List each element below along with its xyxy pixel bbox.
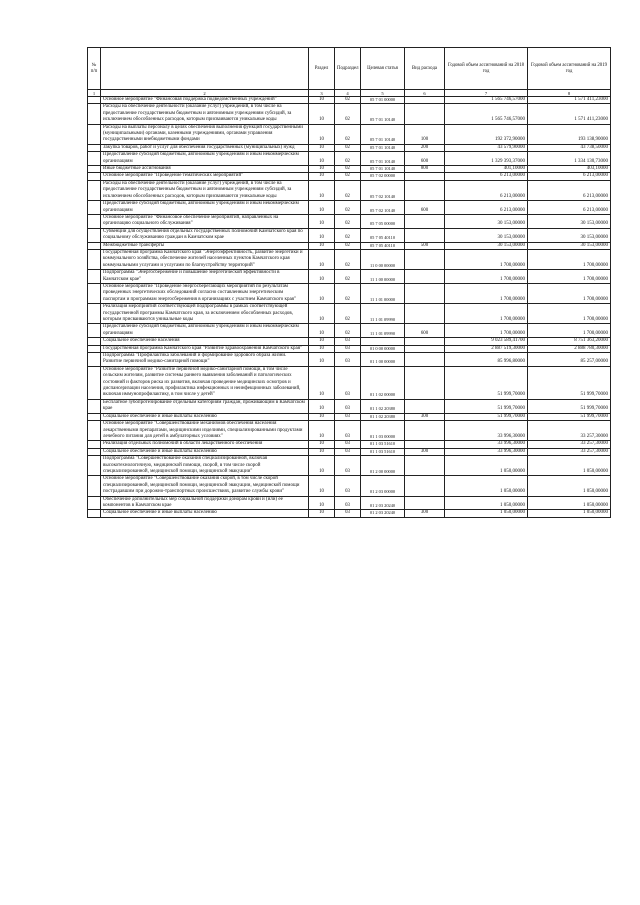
row-razdel: 10 [309,441,335,448]
row-y2018: 1 700,00000 [445,304,528,324]
row-name: Бесплатное зубопротезирование отдельным категориям граждан, проживающим в Камчатском крае [101,399,309,413]
table-row [88,144,611,151]
row-y2018: 1 329 393,37000 [445,152,528,166]
row-cs: 01 2 03 20240 [361,510,405,517]
row-y2019: 2 888 780,30000 [528,345,611,352]
row-y2019: 1 050,00000 [528,476,611,496]
row-podrazdel: 02 [335,104,361,124]
row-cs: 01 1 03 51610 [361,448,405,455]
row-name: Закупка товаров, работ и услуг для обеспечения государственных (муниципальных) нужд [101,144,309,151]
row-cs: 05 7 01 10140 [361,152,405,166]
row-vr [405,399,445,413]
row-vr [405,353,445,367]
row-num [88,353,101,367]
row-name: Социальное обеспечение и иные выплаты населению [101,448,309,455]
row-podrazdel: 03 [335,399,361,413]
row-y2018: 1 700,00000 [445,249,528,269]
row-podrazdel: 03 [335,353,361,367]
table-row [88,456,611,476]
row-razdel: 10 [309,214,335,228]
row-cs: 01 2 03 20240 [361,496,405,510]
row-y2018: 1 050,00000 [445,476,528,496]
row-razdel: 10 [309,104,335,124]
index-cell: 5 [361,90,405,97]
row-podrazdel: 03 [335,456,361,476]
row-cs: 05 7 05 40110 [361,242,405,249]
row-y2019: 43 738,50000 [528,144,611,151]
row-y2019: 403,10000 [528,166,611,173]
row-cs: 05 7 02 10140 [361,180,405,200]
table-row [88,180,611,200]
table-row [88,242,611,249]
row-num [88,242,101,249]
row-num [88,366,101,399]
row-razdel: 10 [309,366,335,399]
row-vr: 300 [405,413,445,420]
row-razdel: 10 [309,124,335,144]
row-podrazdel: 02 [335,152,361,166]
row-y2019: 33 257,30000 [528,441,611,448]
row-y2018: 30 153,00000 [445,228,528,242]
row-num [88,304,101,324]
header-y2019: Годовой объем ассигнований на 2019 год [528,48,611,90]
row-name: Обеспечение дополнительных мер социальной поддержки донорам крови и (или) ее компонентов в Камчатском крае [101,496,309,510]
table-row [88,283,611,303]
row-y2019: 85 257,00000 [528,353,611,367]
row-podrazdel: 02 [335,144,361,151]
row-cs: 01 1 03 51610 [361,441,405,448]
row-y2018: 2 887 519,30000 [445,345,528,352]
row-name: Социальное обеспечение и иные выплаты населению [101,413,309,420]
row-razdel: 10 [309,456,335,476]
header-vr: Вид расхода [405,48,445,90]
row-razdel: 10 [309,228,335,242]
row-y2019: 1 700,00000 [528,304,611,324]
row-num [88,448,101,455]
row-podrazdel: 02 [335,249,361,269]
row-cs: 05 7 01 10140 [361,144,405,151]
row-name: Основное мероприятие "Проведение энергосберегающих мероприятий по результатам проведенных энергетических обследований согласно составленным энергетическим паспортам и программам энергосбережения в организациях с участием Камчатского края" [101,283,309,303]
row-name: Основное мероприятие "Финансовая поддержка подведомственных учреждений" [101,97,309,104]
row-vr: 800 [405,166,445,173]
row-name: Государственная программа Камчатского края "Развитие здравоохранения Камчатского края" [101,345,309,352]
row-y2019: 33 257,30000 [528,421,611,441]
index-cell: 2 [101,90,309,97]
row-razdel: 10 [309,144,335,151]
index-cell: 6 [405,90,445,97]
row-razdel: 10 [309,270,335,284]
table-row [88,228,611,242]
row-razdel: 10 [309,476,335,496]
row-num [88,228,101,242]
row-name: Предоставление субсидий бюджетным, автономным учреждениям и иным некоммерческим организациям [101,201,309,215]
row-cs: 01 1 03 00000 [361,421,405,441]
row-razdel: 10 [309,510,335,517]
row-y2019: 51 999,70000 [528,366,611,399]
row-y2019: 30 153,00000 [528,242,611,249]
row-y2019: 1 700,00000 [528,283,611,303]
row-y2018: 9 023 589,41700 [445,338,528,345]
row-vr: 100 [405,124,445,144]
row-num [88,510,101,517]
row-name: Социальное обеспечение населения [101,338,309,345]
row-num [88,124,101,144]
row-vr [405,249,445,269]
row-name: Государственная программа Камчатского края "Энергоэффективность, развитие энергетики и коммунального хозяйства, обеспечение жителей населенных пунктов Камчатского края коммунальными услугами и услугами по благоустройству территорий" [101,249,309,269]
row-cs: 11 1 01 09990 [361,324,405,338]
row-y2019: 1 700,00000 [528,270,611,284]
row-num [88,338,101,345]
row-num [88,152,101,166]
row-podrazdel: 03 [335,366,361,399]
table-row [88,413,611,420]
table-row [88,249,611,269]
row-y2018: 33 996,30000 [445,448,528,455]
row-y2019: 1 571 411,23000 [528,104,611,124]
row-vr [405,456,445,476]
row-cs: 05 7 02 00000 [361,173,405,180]
row-cs: 05 7 01 10140 [361,124,405,144]
header-num: № п/п [88,48,101,90]
row-razdel: 10 [309,399,335,413]
row-vr [405,283,445,303]
budget-table [87,47,611,518]
table-row [88,421,611,441]
table-row [88,441,611,448]
row-y2018: 30 153,00000 [445,242,528,249]
row-y2019: 1 700,00000 [528,324,611,338]
row-vr [405,104,445,124]
row-y2019: 30 153,00000 [528,228,611,242]
row-num [88,441,101,448]
table-row [88,510,611,517]
row-name: Основное мероприятие "Финансовое обеспечение мероприятий, направленных на организацию социального обслуживания" [101,214,309,228]
row-num [88,476,101,496]
index-cell: 4 [335,90,361,97]
row-name: Иные бюджетные ассигнования [101,166,309,173]
row-y2019: 8 751 363,20000 [528,338,611,345]
table-row [88,338,611,345]
row-y2018: 51 999,70000 [445,366,528,399]
row-cs: 05 7 05 00000 [361,214,405,228]
index-cell: 3 [309,90,335,97]
row-razdel: 10 [309,97,335,104]
table-row [88,366,611,399]
row-y2018: 30 153,00000 [445,214,528,228]
row-vr [405,476,445,496]
row-podrazdel: 02 [335,304,361,324]
row-y2018: 6 213,00000 [445,173,528,180]
row-y2018: 192 372,90000 [445,124,528,144]
row-y2018: 1 050,00000 [445,456,528,476]
row-name: Межбюджетные трансферты [101,242,309,249]
row-num [88,421,101,441]
row-podrazdel: 02 [335,173,361,180]
row-vr [405,441,445,448]
row-name: Предоставление субсидий бюджетным, автономным учреждениям и иным некоммерческим организациям [101,324,309,338]
row-num [88,324,101,338]
row-y2019: 1 334 130,73000 [528,152,611,166]
table-row [88,97,611,104]
row-num [88,104,101,124]
row-y2019: 6 213,00000 [528,201,611,215]
table-row [88,124,611,144]
row-num [88,456,101,476]
row-podrazdel: 03 [335,345,361,352]
row-razdel: 10 [309,324,335,338]
row-podrazdel: 03 [335,338,361,345]
row-podrazdel: 03 [335,448,361,455]
row-cs: 01 1 02 20380 [361,413,405,420]
row-razdel: 10 [309,180,335,200]
row-cs: 11 1 01 09990 [361,304,405,324]
row-podrazdel: 03 [335,421,361,441]
row-cs: 01 2 00 00000 [361,456,405,476]
row-y2019: 30 153,00000 [528,214,611,228]
row-cs: 01 0 00 00000 [361,345,405,352]
row-y2018: 6 213,00000 [445,201,528,215]
table-row [88,270,611,284]
row-razdel: 10 [309,353,335,367]
row-vr [405,345,445,352]
row-num [88,345,101,352]
row-y2018: 1 700,00000 [445,324,528,338]
row-name: Подпрограмма "Совершенствование оказания специализированной, включая высокотехнологичную, медицинской помощи, скорой, в том числе скорой специализированной, медицинской помощи, медицинской эвакуации" [101,456,309,476]
row-num [88,249,101,269]
row-razdel: 10 [309,166,335,173]
row-y2019: 51 999,70000 [528,399,611,413]
header-row [88,48,611,90]
row-vr [405,270,445,284]
row-num [88,201,101,215]
row-cs: 11 1 00 00000 [361,270,405,284]
table-row [88,448,611,455]
row-podrazdel: 02 [335,324,361,338]
row-name: Расходы на выплаты персоналу в целях обеспечения выполнения функций государственными (муниципальными) органами, казенными учреждениями, органами управления государственными внебюджетными фондами [101,124,309,144]
table-row [88,353,611,367]
row-podrazdel: 02 [335,180,361,200]
row-podrazdel: 02 [335,201,361,215]
row-cs: 01 1 02 00000 [361,366,405,399]
row-y2019: 1 050,00000 [528,456,611,476]
header-podrazdel: Подраздел [335,48,361,90]
row-vr: 300 [405,448,445,455]
row-cs: 05 7 02 10140 [361,201,405,215]
row-y2018: 1 050,00000 [445,496,528,510]
row-razdel: 10 [309,448,335,455]
row-y2018: 33 996,30000 [445,441,528,448]
row-podrazdel: 03 [335,496,361,510]
table-row [88,304,611,324]
row-razdel: 10 [309,304,335,324]
row-cs: 11 1 01 00000 [361,283,405,303]
row-name: Подпрограмма "Профилактика заболеваний и формирование здорового образа жизни. Развитие первичной медико-санитарной помощи" [101,353,309,367]
table-row [88,201,611,215]
row-name: Основное мероприятие "Проведение тематических мероприятий" [101,173,309,180]
row-name: Предоставление субсидий бюджетным, автономным учреждениям и иным некоммерческим организациям [101,152,309,166]
row-num [88,413,101,420]
row-y2019: 1 050,00000 [528,496,611,510]
row-podrazdel: 02 [335,214,361,228]
row-name: Социальное обеспечение и иные выплаты населению [101,510,309,517]
row-vr: 300 [405,510,445,517]
row-cs: 11 0 00 00000 [361,249,405,269]
index-cell: 1 [88,90,101,97]
row-vr [405,180,445,200]
row-vr [405,97,445,104]
row-y2018: 1 700,00000 [445,283,528,303]
row-name: Реализация отдельных полномочий в области лекарственного обеспечения [101,441,309,448]
row-razdel: 10 [309,496,335,510]
table-row [88,173,611,180]
row-y2019: 193 138,90000 [528,124,611,144]
row-cs: 05 7 05 40110 [361,228,405,242]
row-vr [405,366,445,399]
budget-document [87,47,610,518]
row-name: Реализация мероприятий соответствующей подпрограммы в рамках соответствующей государственной программы Камчатского края, за исключением обособленных расходов, которым присваиваются уникальные коды [101,304,309,324]
row-vr [405,496,445,510]
column-index-row [88,90,611,97]
row-y2018: 85 996,80000 [445,353,528,367]
row-num [88,283,101,303]
row-y2018: 1 565 746,57000 [445,97,528,104]
row-podrazdel: 02 [335,242,361,249]
row-num [88,166,101,173]
row-y2018: 6 213,00000 [445,180,528,200]
table-row [88,324,611,338]
row-razdel: 10 [309,242,335,249]
row-cs: 01 2 03 00000 [361,476,405,496]
row-y2019: 1 571 411,23000 [528,97,611,104]
row-podrazdel: 03 [335,510,361,517]
row-vr: 600 [405,324,445,338]
row-cs: 01 1 00 00000 [361,353,405,367]
table-row [88,166,611,173]
header-y2018: Годовой объем ассигнований на 2018 год [445,48,528,90]
header-name [101,48,309,90]
row-y2019: 33 257,30000 [528,448,611,455]
row-razdel: 10 [309,338,335,345]
row-vr: 500 [405,242,445,249]
row-razdel: 10 [309,345,335,352]
table-row [88,104,611,124]
index-cell: 8 [528,90,611,97]
row-podrazdel: 02 [335,270,361,284]
index-cell: 7 [445,90,528,97]
row-razdel: 10 [309,413,335,420]
row-razdel: 10 [309,201,335,215]
row-podrazdel: 03 [335,441,361,448]
row-podrazdel: 02 [335,124,361,144]
row-razdel: 10 [309,152,335,166]
table-body [88,90,611,518]
row-podrazdel: 02 [335,97,361,104]
row-vr [405,304,445,324]
row-vr: 200 [405,144,445,151]
row-vr [405,214,445,228]
row-y2019: 6 213,00000 [528,180,611,200]
table-row [88,345,611,352]
row-cs: 01 1 02 20380 [361,399,405,413]
row-num [88,214,101,228]
row-razdel: 10 [309,421,335,441]
row-y2018: 51 999,70000 [445,413,528,420]
row-y2019: 6 213,00000 [528,173,611,180]
row-vr [405,173,445,180]
row-name: Основное мероприятие "Совершенствование механизмов обеспечения населения лекарственными препаратами, медицинскими изделиями, специализированными продуктами лечебного питания для детей в амбулаторных условиях" [101,421,309,441]
row-y2018: 43 579,90000 [445,144,528,151]
row-razdel: 10 [309,249,335,269]
row-vr: 600 [405,201,445,215]
row-cs: 05 7 01 10140 [361,104,405,124]
row-razdel: 10 [309,173,335,180]
table-row [88,496,611,510]
row-podrazdel: 03 [335,413,361,420]
row-podrazdel: 02 [335,166,361,173]
row-y2019: 1 700,00000 [528,249,611,269]
row-vr [405,421,445,441]
row-num [88,97,101,104]
row-name: Расходы на обеспечение деятельности (оказание услуг) учреждений, в том числе на предоставление государственным бюджетным и автономным учреждениям субсидий, за исключением обособленных расходов, которым присваиваются уникальные коды [101,104,309,124]
row-name: Основное мероприятие "Совершенствование оказания скорой, в том числе скорой специализированной, медицинской помощи, медицинской эвакуации, медицинской помощи пострадавшим при дорожно-транспортных происшествиях, развитие службы крови" [101,476,309,496]
table-row [88,152,611,166]
row-num [88,399,101,413]
row-y2019: 51 999,70000 [528,413,611,420]
table-row [88,476,611,496]
row-num [88,496,101,510]
row-name: Основное мероприятие "Развитие первичной медико-санитарной помощи, в том числе сельским жителям, развитие системы раннего выявления заболеваний и патологических состояний и факторов риска их развития, включая проведение медицинских осмотров и диспансеризации населения, профилактика инфекционных и неинфекционных заболеваний, включая иммунопрофилактику, в том числе у детей" [101,366,309,399]
row-y2018: 1 565 746,57000 [445,104,528,124]
row-y2018: 1 700,00000 [445,270,528,284]
row-vr [405,338,445,345]
row-vr: 600 [405,152,445,166]
row-y2018: 33 996,30000 [445,421,528,441]
header-cs: Целевая статья [361,48,405,90]
row-num [88,270,101,284]
row-y2018: 1 050,00000 [445,510,528,517]
row-cs: 05 7 01 10140 [361,166,405,173]
row-name: Расходы на обеспечение деятельности (оказание услуг) учреждений, в том числе на предоставление государственным бюджетным и автономным учреждениям субсидий, за исключением обособленных расходов, которым присваиваются уникальные коды [101,180,309,200]
row-y2018: 51 999,70000 [445,399,528,413]
header-razdel: Раздел [309,48,335,90]
row-cs: 05 7 01 00000 [361,97,405,104]
row-razdel: 10 [309,283,335,303]
row-num [88,144,101,151]
row-podrazdel: 03 [335,476,361,496]
table-row [88,214,611,228]
row-vr [405,228,445,242]
row-y2018: 401,10000 [445,166,528,173]
table-row [88,399,611,413]
row-num [88,173,101,180]
row-podrazdel: 02 [335,228,361,242]
row-cs [361,338,405,345]
row-num [88,180,101,200]
row-name: Подпрограмма "Энергосбережение и повышение энергетической эффективности в Камчатском крае" [101,270,309,284]
row-podrazdel: 02 [335,283,361,303]
row-name: Субвенции для осуществления отдельных государственных полномочий Камчатского края по социальному обслуживанию граждан в Камчатском крае [101,228,309,242]
row-y2019: 1 050,00000 [528,510,611,517]
